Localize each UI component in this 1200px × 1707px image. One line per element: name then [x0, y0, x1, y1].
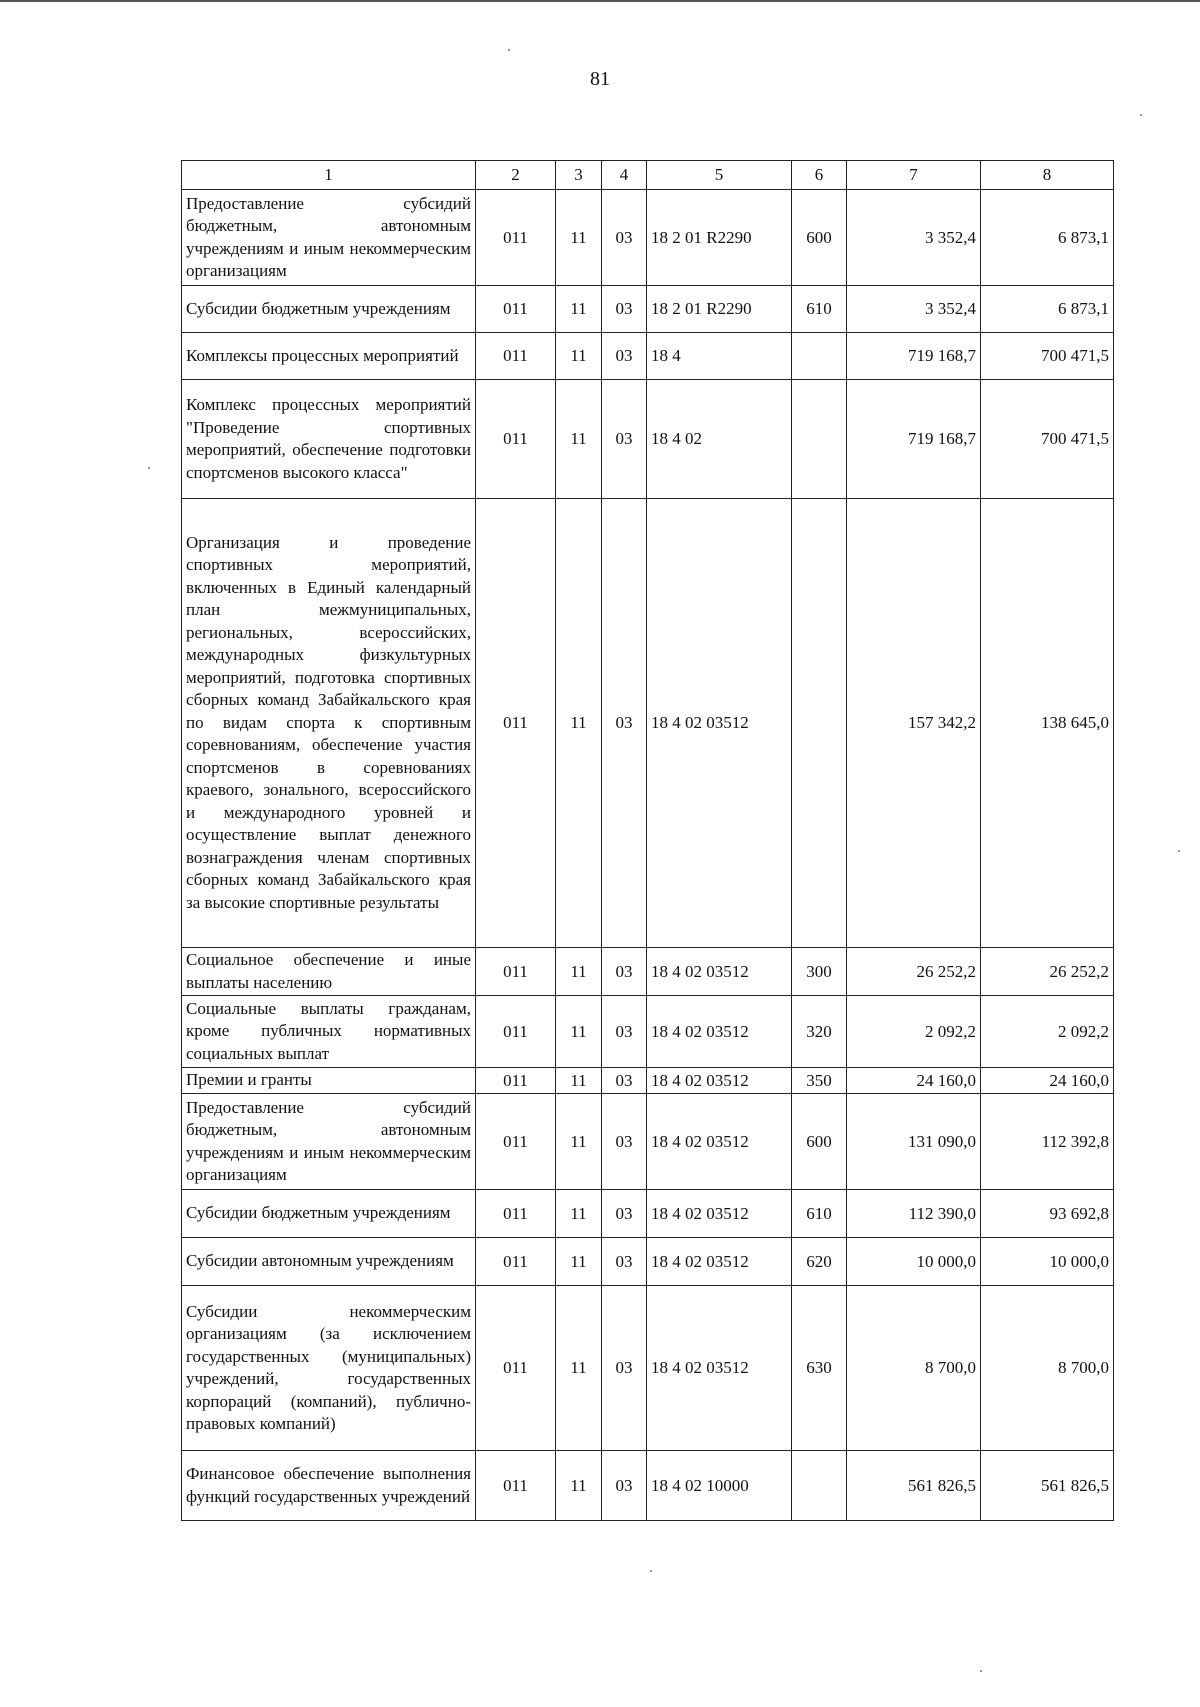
cell-amount-col-8: 10 000,0	[981, 1238, 1114, 1286]
cell-amount-col-7: 112 390,0	[847, 1190, 981, 1238]
cell-target-article: 18 4 02 03512	[647, 1094, 792, 1190]
cell-expense-type: 320	[792, 996, 847, 1068]
cell-expense-type: 620	[792, 1238, 847, 1286]
header-col-6: 6	[792, 161, 847, 190]
cell-ministry-code: 011	[476, 996, 556, 1068]
cell-section: 11	[556, 1238, 602, 1286]
row-name: Организация и проведение спортивных мероприятий, включенных в Единый календарный план межмуниципальных, региональных, всероссийских, международных физкультурных мероприятий, подготовка спортивных сборных команд Забайкальского края по видам спорта к спортивным соревнованиям, обеспечение участия спортсменов в соревнованиях краевого, зонального, всероссийского и международного уровней и осуществление выплат денежного вознаграждения членам спортивных сборных команд Забайкальского края за высокие спортивные результаты	[182, 499, 476, 948]
cell-amount-col-8: 93 692,8	[981, 1190, 1114, 1238]
scan-speck	[650, 1570, 652, 1572]
page-top-border	[0, 0, 1200, 2]
cell-amount-col-7: 561 826,5	[847, 1451, 981, 1521]
cell-amount-col-7: 10 000,0	[847, 1238, 981, 1286]
cell-subsection: 03	[602, 190, 647, 286]
page-number: 81	[590, 68, 610, 90]
cell-target-article: 18 2 01 R2290	[647, 190, 792, 286]
cell-amount-col-8: 2 092,2	[981, 996, 1114, 1068]
cell-expense-type	[792, 333, 847, 380]
cell-ministry-code: 011	[476, 1238, 556, 1286]
cell-expense-type: 610	[792, 286, 847, 333]
cell-expense-type: 610	[792, 1190, 847, 1238]
table-row	[182, 1238, 1114, 1286]
row-name: Субсидии некоммерческим организациям (за исключением государственных (муниципальных) учреждений, государственных корпораций (компаний), публично-правовых компаний)	[182, 1286, 476, 1451]
table-row	[182, 1094, 1114, 1190]
cell-amount-col-7: 719 168,7	[847, 333, 981, 380]
table-row	[182, 333, 1114, 380]
cell-section: 11	[556, 333, 602, 380]
cell-target-article: 18 4 02 03512	[647, 948, 792, 996]
cell-subsection: 03	[602, 1094, 647, 1190]
row-name: Субсидии бюджетным учреждениям	[182, 1190, 476, 1238]
cell-section: 11	[556, 1451, 602, 1521]
cell-expense-type: 600	[792, 1094, 847, 1190]
cell-ministry-code: 011	[476, 499, 556, 948]
cell-section: 11	[556, 499, 602, 948]
table-row	[182, 1190, 1114, 1238]
cell-ministry-code: 011	[476, 1094, 556, 1190]
cell-ministry-code: 011	[476, 380, 556, 499]
scan-speck	[980, 1670, 982, 1672]
cell-expense-type: 630	[792, 1286, 847, 1451]
table-row	[182, 286, 1114, 333]
row-name: Предоставление субсидий бюджетным, автономным учреждениям и иным некоммерческим организациям	[182, 1094, 476, 1190]
cell-amount-col-7: 719 168,7	[847, 380, 981, 499]
cell-section: 11	[556, 380, 602, 499]
cell-expense-type	[792, 1451, 847, 1521]
cell-section: 11	[556, 1094, 602, 1190]
cell-amount-col-7: 3 352,4	[847, 190, 981, 286]
scan-speck	[148, 467, 150, 469]
table-row	[182, 948, 1114, 996]
cell-amount-col-8: 561 826,5	[981, 1451, 1114, 1521]
cell-expense-type: 600	[792, 190, 847, 286]
cell-amount-col-7: 131 090,0	[847, 1094, 981, 1190]
cell-target-article: 18 4 02 03512	[647, 1238, 792, 1286]
cell-subsection: 03	[602, 1190, 647, 1238]
row-name: Субсидии бюджетным учреждениям	[182, 286, 476, 333]
row-name: Премии и гранты	[182, 1068, 476, 1094]
cell-subsection: 03	[602, 1286, 647, 1451]
cell-ministry-code: 011	[476, 948, 556, 996]
cell-amount-col-7: 2 092,2	[847, 996, 981, 1068]
header-col-2: 2	[476, 161, 556, 190]
cell-subsection: 03	[602, 499, 647, 948]
table-row	[182, 190, 1114, 286]
cell-ministry-code: 011	[476, 190, 556, 286]
cell-target-article: 18 4 02 03512	[647, 996, 792, 1068]
cell-ministry-code: 011	[476, 333, 556, 380]
cell-amount-col-8: 700 471,5	[981, 333, 1114, 380]
cell-target-article: 18 4 02 03512	[647, 1286, 792, 1451]
row-name: Социальное обеспечение и иные выплаты населению	[182, 948, 476, 996]
cell-amount-col-7: 24 160,0	[847, 1068, 981, 1094]
cell-target-article: 18 4 02 03512	[647, 1068, 792, 1094]
row-name: Социальные выплаты гражданам, кроме публичных нормативных социальных выплат	[182, 996, 476, 1068]
cell-amount-col-8: 700 471,5	[981, 380, 1114, 499]
cell-amount-col-8: 6 873,1	[981, 190, 1114, 286]
cell-ministry-code: 011	[476, 1286, 556, 1451]
cell-section: 11	[556, 1190, 602, 1238]
cell-amount-col-8: 138 645,0	[981, 499, 1114, 948]
row-name: Субсидии автономным учреждениям	[182, 1238, 476, 1286]
table-row	[182, 1286, 1114, 1451]
cell-target-article: 18 4 02 03512	[647, 1190, 792, 1238]
table-row	[182, 1451, 1114, 1521]
cell-subsection: 03	[602, 380, 647, 499]
table-row	[182, 499, 1114, 948]
cell-section: 11	[556, 190, 602, 286]
cell-target-article: 18 2 01 R2290	[647, 286, 792, 333]
cell-target-article: 18 4 02	[647, 380, 792, 499]
cell-amount-col-8: 24 160,0	[981, 1068, 1114, 1094]
cell-subsection: 03	[602, 948, 647, 996]
cell-ministry-code: 011	[476, 286, 556, 333]
header-col-3: 3	[556, 161, 602, 190]
cell-section: 11	[556, 286, 602, 333]
table-row	[182, 996, 1114, 1068]
cell-subsection: 03	[602, 1451, 647, 1521]
cell-target-article: 18 4 02 03512	[647, 499, 792, 948]
cell-target-article: 18 4 02 10000	[647, 1451, 792, 1521]
row-name: Предоставление субсидий бюджетным, автономным учреждениям и иным некоммерческим организациям	[182, 190, 476, 286]
cell-amount-col-8: 26 252,2	[981, 948, 1114, 996]
header-col-7: 7	[847, 161, 981, 190]
cell-subsection: 03	[602, 286, 647, 333]
cell-subsection: 03	[602, 1238, 647, 1286]
scan-speck	[508, 49, 510, 51]
cell-target-article: 18 4	[647, 333, 792, 380]
cell-subsection: 03	[602, 1068, 647, 1094]
cell-amount-col-8: 112 392,8	[981, 1094, 1114, 1190]
cell-section: 11	[556, 948, 602, 996]
header-col-5: 5	[647, 161, 792, 190]
cell-expense-type: 300	[792, 948, 847, 996]
cell-amount-col-7: 3 352,4	[847, 286, 981, 333]
row-name: Финансовое обеспечение выполнения функций государственных учреждений	[182, 1451, 476, 1521]
cell-expense-type: 350	[792, 1068, 847, 1094]
row-name: Комплексы процессных мероприятий	[182, 333, 476, 380]
cell-expense-type	[792, 380, 847, 499]
budget-table	[181, 160, 1114, 1521]
cell-amount-col-7: 26 252,2	[847, 948, 981, 996]
table-row	[182, 380, 1114, 499]
cell-ministry-code: 011	[476, 1451, 556, 1521]
header-col-1: 1	[182, 161, 476, 190]
row-name: Комплекс процессных мероприятий "Проведение спортивных мероприятий, обеспечение подготовки спортсменов высокого класса"	[182, 380, 476, 499]
scan-speck	[1178, 850, 1180, 852]
table-body	[182, 190, 1114, 1521]
header-col-8: 8	[981, 161, 1114, 190]
cell-subsection: 03	[602, 333, 647, 380]
table-row	[182, 1068, 1114, 1094]
scan-speck	[1140, 114, 1142, 116]
header-col-4: 4	[602, 161, 647, 190]
cell-amount-col-7: 8 700,0	[847, 1286, 981, 1451]
cell-section: 11	[556, 1286, 602, 1451]
cell-section: 11	[556, 996, 602, 1068]
cell-ministry-code: 011	[476, 1190, 556, 1238]
cell-amount-col-8: 8 700,0	[981, 1286, 1114, 1451]
cell-section: 11	[556, 1068, 602, 1094]
cell-subsection: 03	[602, 996, 647, 1068]
cell-amount-col-8: 6 873,1	[981, 286, 1114, 333]
cell-amount-col-7: 157 342,2	[847, 499, 981, 948]
cell-ministry-code: 011	[476, 1068, 556, 1094]
cell-expense-type	[792, 499, 847, 948]
header-row	[182, 161, 1114, 190]
